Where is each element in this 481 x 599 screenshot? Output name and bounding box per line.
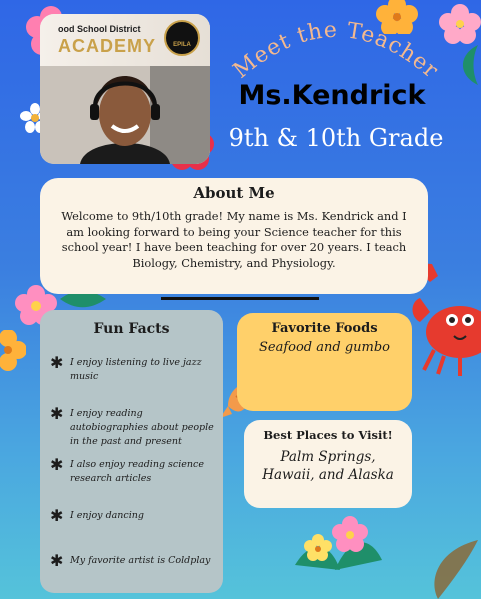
asterisk-bullet-icon: ✱ [50, 506, 64, 525]
leaf-right-icon [458, 45, 481, 85]
school-logo-text: EPILA [173, 42, 191, 48]
teacher-name: Ms.Kendrick [238, 80, 426, 111]
teacher-portrait [40, 66, 210, 164]
asterisk-bullet-icon: ✱ [50, 455, 64, 474]
teacher-photo [40, 14, 210, 164]
leaf-bottom-right-icon [428, 540, 481, 599]
school-district-text: ood School District [58, 24, 141, 34]
tropical-flowers-bottom-icon [290, 510, 385, 580]
fun-facts-card [40, 310, 223, 593]
favorite-foods-text: Seafood and gumbo [258, 340, 390, 355]
fun-fact-text: I enjoy listening to live jazz music [70, 357, 202, 382]
fun-fact-text: I enjoy dancing [70, 510, 144, 521]
school-logo [164, 20, 200, 56]
best-places-title: Best Places to Visit! [263, 428, 393, 442]
favorite-foods-card [237, 313, 412, 411]
meet-the-teacher-heading [226, 10, 446, 90]
fun-fact-text: I also enjoy reading science research articles [70, 459, 204, 484]
about-me-title: About Me [193, 184, 275, 202]
about-me-card [40, 178, 428, 294]
asterisk-bullet-icon: ✱ [50, 353, 64, 372]
meet-title-text: Meet the Teacher [228, 17, 444, 84]
best-places-text: Palm Springs, Hawaii, and Alaska [262, 449, 394, 484]
asterisk-bullet-icon: ✱ [50, 404, 64, 423]
fun-facts-title: Fun Facts [93, 321, 170, 337]
section-divider [161, 297, 319, 300]
grade-level: 9th & 10th Grade [228, 124, 444, 152]
flower-orange-left-icon [0, 330, 26, 372]
about-me-text: Welcome to 9th/10th grade! My name is Ms. Kendrick and I am looking forward to being your Science teacher for this school year! I have been teaching for over 20 years. I teach Biology, Chemistry, and Physiology. [61, 209, 407, 271]
svg-text:Meet the Teacher [229, 18, 443, 84]
best-places-card [244, 420, 412, 508]
fun-fact-text: My favorite artist is Coldplay [70, 555, 211, 566]
asterisk-bullet-icon: ✱ [50, 551, 64, 570]
fun-fact-text: I enjoy reading autobiographies about people in the past and present [70, 408, 214, 447]
academy-text: ACADEMY [58, 36, 157, 56]
favorite-foods-title: Favorite Foods [271, 321, 378, 336]
school-banner [40, 14, 210, 66]
